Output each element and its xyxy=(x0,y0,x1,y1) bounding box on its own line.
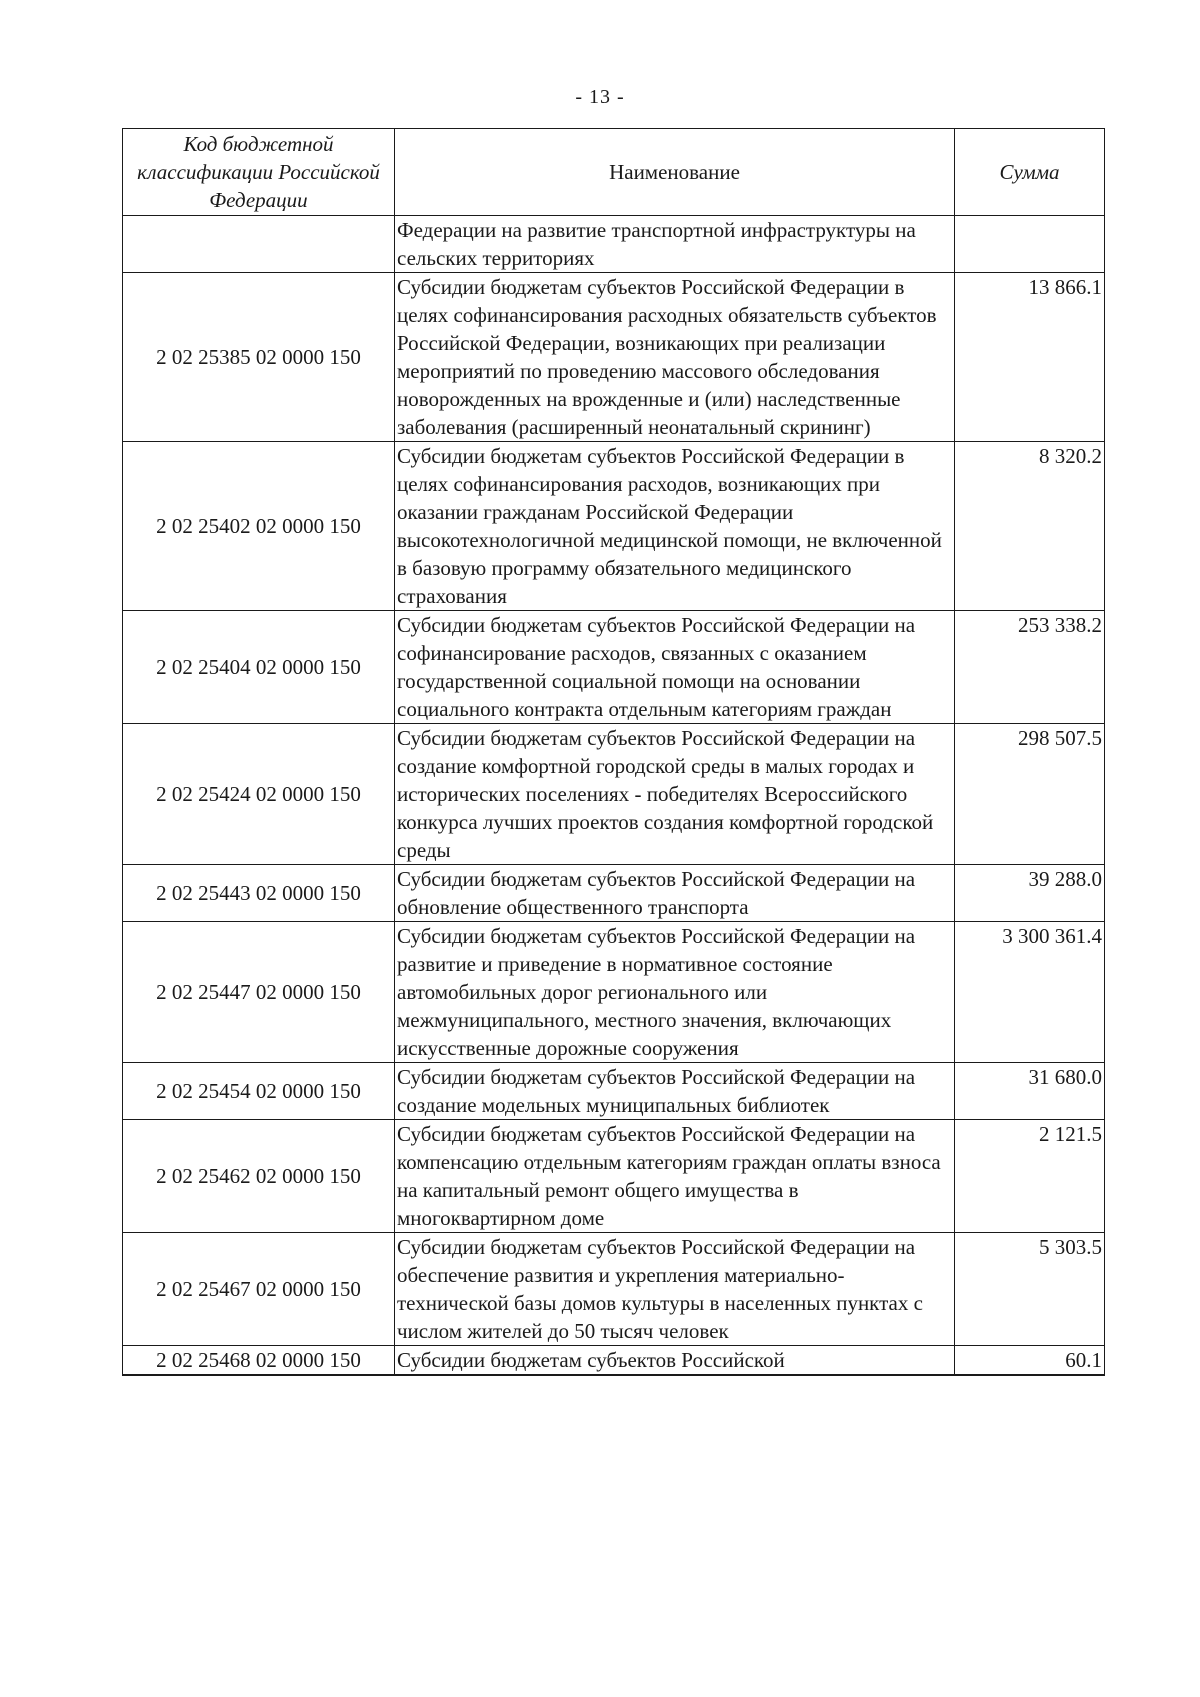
budget-code: 2 02 25468 02 0000 150 xyxy=(123,1346,395,1376)
item-name: Субсидии бюджетам субъектов Российской Федерации на компенсацию отдельным категориям граждан оплаты взноса на капитальный ремонт общего имущества в многоквартирном доме xyxy=(395,1120,955,1233)
budget-code: 2 02 25385 02 0000 150 xyxy=(123,273,395,442)
item-name: Субсидии бюджетам субъектов Российской Федерации на развитие и приведение в нормативное состояние автомобильных дорог регионального или межмуниципального, местного значения, включающих искусственные дорожные сооружения xyxy=(395,922,955,1063)
budget-code: 2 02 25443 02 0000 150 xyxy=(123,865,395,922)
table-row xyxy=(123,922,1105,1063)
item-sum: 13 866.1 xyxy=(955,273,1105,442)
item-name: Субсидии бюджетам субъектов Российской Федерации на обеспечение развития и укрепления материально-технической базы домов культуры в населенных пунктах с числом жителей до 50 тысяч человек xyxy=(395,1233,955,1346)
header-row xyxy=(123,129,1105,216)
table-row xyxy=(123,865,1105,922)
table-row xyxy=(123,611,1105,724)
item-name: Субсидии бюджетам субъектов Российской Федерации в целях софинансирования расходных обязательств субъектов Российской Федерации, возникающих при реализации мероприятий по проведению массового обследования новорожденных на врожденные и (или) наследственные заболевания (расширенный неонатальный скрининг) xyxy=(395,273,955,442)
item-name: Федерации на развитие транспортной инфраструктуры на сельских территориях xyxy=(395,216,955,273)
item-sum: 31 680.0 xyxy=(955,1063,1105,1120)
budget-code: 2 02 25404 02 0000 150 xyxy=(123,611,395,724)
item-name: Субсидии бюджетам субъектов Российской xyxy=(395,1346,955,1376)
item-sum: 60.1 xyxy=(955,1346,1105,1376)
item-sum: 5 303.5 xyxy=(955,1233,1105,1346)
table-row xyxy=(123,1346,1105,1376)
header-code: Код бюджетной классификации Российской Федерации xyxy=(123,129,395,216)
item-sum xyxy=(955,216,1105,273)
header-name: Наименование xyxy=(395,129,955,216)
item-name: Субсидии бюджетам субъектов Российской Федерации на обновление общественного транспорта xyxy=(395,865,955,922)
item-name: Субсидии бюджетам субъектов Российской Федерации в целях софинансирования расходов, возникающих при оказании гражданам Российской Федерации высокотехнологичной медицинской помощи, не включенной в базовую программу обязательного медицинского страхования xyxy=(395,442,955,611)
item-sum: 253 338.2 xyxy=(955,611,1105,724)
table-row xyxy=(123,724,1105,865)
item-sum: 298 507.5 xyxy=(955,724,1105,865)
table-row xyxy=(123,1233,1105,1346)
table-row xyxy=(123,1120,1105,1233)
table-row xyxy=(123,273,1105,442)
budget-code: 2 02 25402 02 0000 150 xyxy=(123,442,395,611)
item-name: Субсидии бюджетам субъектов Российской Федерации на создание комфортной городской среды в малых городах и исторических поселениях - победителях Всероссийского конкурса лучших проектов создания комфортной городской среды xyxy=(395,724,955,865)
item-sum: 39 288.0 xyxy=(955,865,1105,922)
table-header xyxy=(123,129,1105,216)
item-name: Субсидии бюджетам субъектов Российской Федерации на создание модельных муниципальных библиотек xyxy=(395,1063,955,1120)
budget-code: 2 02 25424 02 0000 150 xyxy=(123,724,395,865)
budget-code xyxy=(123,216,395,273)
budget-table xyxy=(122,128,1105,1376)
table-row xyxy=(123,216,1105,273)
item-sum: 8 320.2 xyxy=(955,442,1105,611)
budget-code: 2 02 25467 02 0000 150 xyxy=(123,1233,395,1346)
table-row xyxy=(123,1063,1105,1120)
item-sum: 3 300 361.4 xyxy=(955,922,1105,1063)
budget-code: 2 02 25454 02 0000 150 xyxy=(123,1063,395,1120)
item-name: Субсидии бюджетам субъектов Российской Федерации на софинансирование расходов, связанных с оказанием государственной социальной помощи на основании социального контракта отдельным категориям граждан xyxy=(395,611,955,724)
budget-code: 2 02 25462 02 0000 150 xyxy=(123,1120,395,1233)
page-number: - 13 - xyxy=(575,86,625,108)
item-sum: 2 121.5 xyxy=(955,1120,1105,1233)
header-sum: Сумма xyxy=(955,129,1105,216)
table-row xyxy=(123,442,1105,611)
budget-code: 2 02 25447 02 0000 150 xyxy=(123,922,395,1063)
table-body xyxy=(123,216,1105,1376)
